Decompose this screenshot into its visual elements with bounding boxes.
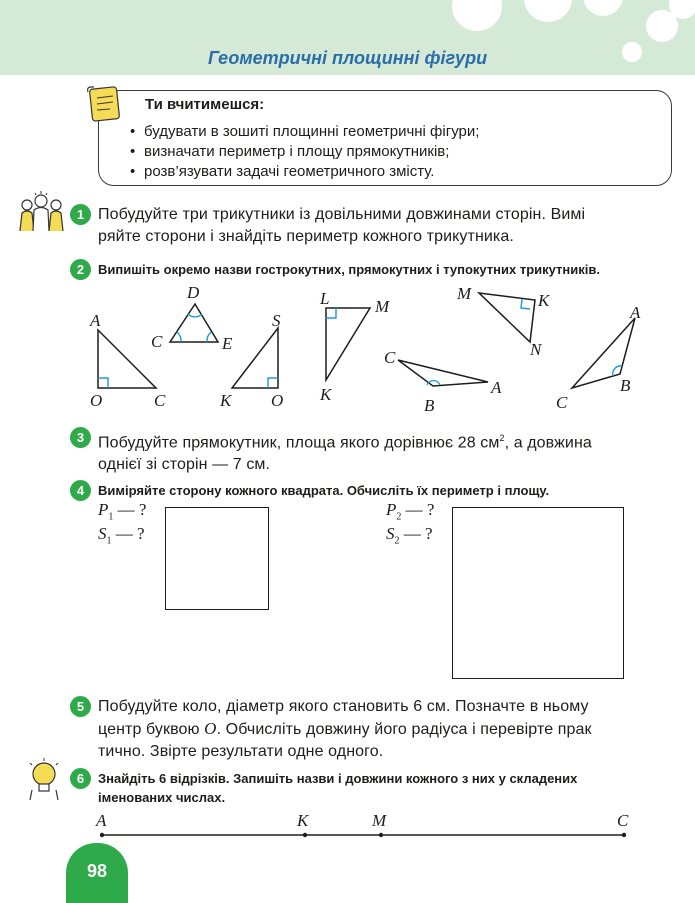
triangle-mkn: [479, 293, 535, 342]
task-number: 1: [70, 204, 91, 225]
group-work-icon: [17, 191, 69, 235]
task-4-text: Виміряйте сторону кожного квадрата. Обчисліть їх периметр і площу.: [98, 483, 550, 498]
vertex-label: O: [271, 391, 284, 410]
goal-item: • розв’язувати задачі геометричного змісту.: [130, 163, 435, 180]
task-number: 3: [70, 427, 91, 448]
point-label: C: [617, 811, 629, 830]
vertex-label: S: [272, 311, 281, 330]
vertex-label: K: [220, 391, 232, 410]
triangle-aoc: [98, 330, 156, 388]
vertex-label: D: [187, 283, 200, 302]
point-label: M: [372, 811, 387, 830]
task-1-text: Побудуйте три трикутники із довільними довжинами сторін. Вимі ряйте сторони і знайдіть периметр кожного трикутника.: [98, 206, 586, 245]
vertex-label: C: [556, 393, 568, 412]
task-6-text: Знайдіть 6 відрізків. Запишіть назви і довжини кожного з них у складених іменованих числах.: [98, 771, 578, 805]
vertex-label: B: [620, 376, 631, 395]
square-2: [452, 507, 624, 679]
vertex-label: K: [538, 291, 550, 310]
goal-item: • будувати в зошиті площинні геометричні фігури;: [130, 123, 480, 140]
triangle-lmk: [326, 308, 370, 380]
task-number: 6: [70, 768, 91, 789]
triangles-figure: [84, 280, 664, 420]
vertex-label: C: [154, 391, 166, 410]
triangle-cab: [398, 360, 488, 386]
triangle-sko: [232, 328, 278, 388]
task-number: 2: [70, 259, 91, 280]
perimeter-2-label: $P_2$ — ?: [386, 500, 435, 523]
vertex-label: E: [222, 334, 233, 353]
point-label: K: [297, 811, 309, 830]
lightbulb-icon: [22, 758, 66, 802]
vertex-label: A: [491, 378, 502, 397]
perimeter-1-label: $P_1$ — ?: [98, 500, 147, 523]
page-title: Геометричні площинні фігури: [207, 48, 488, 68]
vertex-label: M: [457, 284, 472, 303]
vertex-label: A: [90, 311, 101, 330]
vertex-label: C: [384, 348, 396, 367]
task-number: 5: [70, 696, 91, 717]
task-number: 4: [70, 480, 91, 501]
point-label: A: [96, 811, 107, 830]
segment-line-figure: [90, 806, 640, 842]
vertex-label: O: [90, 391, 103, 410]
vertex-label: L: [320, 289, 330, 308]
learning-goals-heading: Ти вчитимешся:: [145, 96, 265, 113]
task-3-text: Побудуйте прямокутник, площа якого дорівнює 28 $см^2$, а довжина однієї зі сторін — 7 см.: [98, 433, 592, 474]
vertex-label: C: [151, 332, 163, 351]
area-2-label: $S_2$ — ?: [386, 524, 433, 547]
task-2-text: Випишіть окремо назви гострокутних, прямокутних і тупокутних трикутників.: [98, 262, 600, 277]
vertex-label: K: [320, 385, 332, 404]
task-5-text: Побудуйте коло, діаметр якого становить 6 см. Позначте в ньому центр буквою O. Обчисліть довжину його радіуса і перевірте прак тично. Звірте результати одне одного.: [98, 698, 592, 760]
vertex-label: M: [375, 297, 390, 316]
triangle-dce: [170, 304, 218, 342]
vertex-label: A: [630, 303, 641, 322]
page-number: 98: [66, 843, 128, 903]
area-1-label: $S_1$ — ?: [98, 524, 145, 547]
vertex-label: N: [530, 340, 542, 359]
vertex-label: B: [424, 396, 435, 415]
goal-item: • визначати периметр і площу прямокутників;: [130, 143, 450, 160]
note-icon: [84, 84, 126, 128]
square-1: [165, 507, 269, 610]
